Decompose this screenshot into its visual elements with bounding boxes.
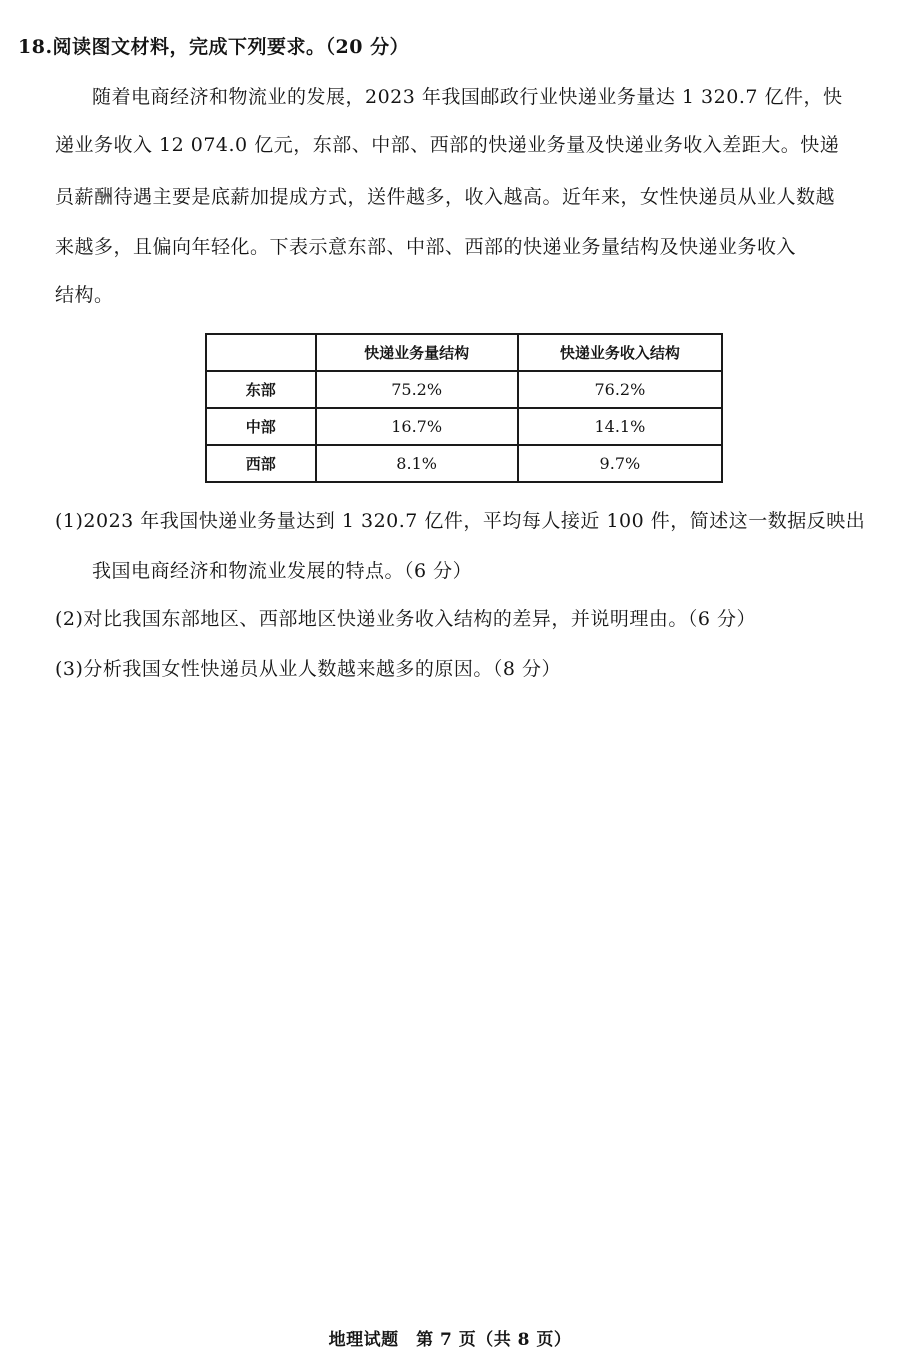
table-row-region: 中部: [206, 408, 316, 445]
table-row: [206, 408, 722, 445]
material-paragraph-line: 结构。: [55, 284, 114, 306]
table-cell-volume: 8.1%: [316, 445, 518, 482]
subquestion-3: (3)分析我国女性快递员从业人数越来越多的原因。（8 分）: [55, 658, 562, 680]
table-row: [206, 371, 722, 408]
subquestion-1-line-1: (1)2023 年我国快递业务量达到 1 320.7 亿件，平均每人接近 100 件，简述这一数据反映出: [55, 510, 866, 532]
table-cell-income: 14.1%: [518, 408, 722, 445]
material-paragraph-line: 随着电商经济和物流业的发展，2023 年我国邮政行业快递业务量达 1 320.7 亿件，快: [92, 86, 843, 108]
table-cell-income: 9.7%: [518, 445, 722, 482]
table-header-row: [206, 334, 722, 371]
material-paragraph-line: 来越多，且偏向年轻化。下表示意东部、中部、西部的快递业务量结构及快递业务收入: [55, 236, 797, 258]
table-cell-volume: 16.7%: [316, 408, 518, 445]
table-header-income: 快递业务收入结构: [518, 334, 722, 371]
table-cell-income: 76.2%: [518, 371, 722, 408]
page-footer: 地理试题 第 7 页（共 8 页）: [328, 1330, 572, 1350]
table-header-volume: 快递业务量结构: [316, 334, 518, 371]
table-header-corner: [206, 334, 316, 371]
question-title: 18.阅读图文材料，完成下列要求。（20 分）: [18, 36, 410, 58]
material-paragraph-line: 递业务收入 12 074.0 亿元，东部、中部、西部的快递业务量及快递业务收入差距大。快递: [55, 134, 840, 156]
subquestion-1-line-2: 我国电商经济和物流业发展的特点。（6 分）: [92, 560, 473, 582]
subquestion-2: (2)对比我国东部地区、西部地区快递业务收入结构的差异，并说明理由。（6 分）: [55, 608, 757, 630]
table-row-region: 西部: [206, 445, 316, 482]
material-paragraph-line: 员薪酬待遇主要是底薪加提成方式，送件越多，收入越高。近年来，女性快递员从业人数越: [55, 186, 836, 208]
table-row: [206, 445, 722, 482]
express-structure-table: [205, 333, 723, 483]
table-row-region: 东部: [206, 371, 316, 408]
table-cell-volume: 75.2%: [316, 371, 518, 408]
